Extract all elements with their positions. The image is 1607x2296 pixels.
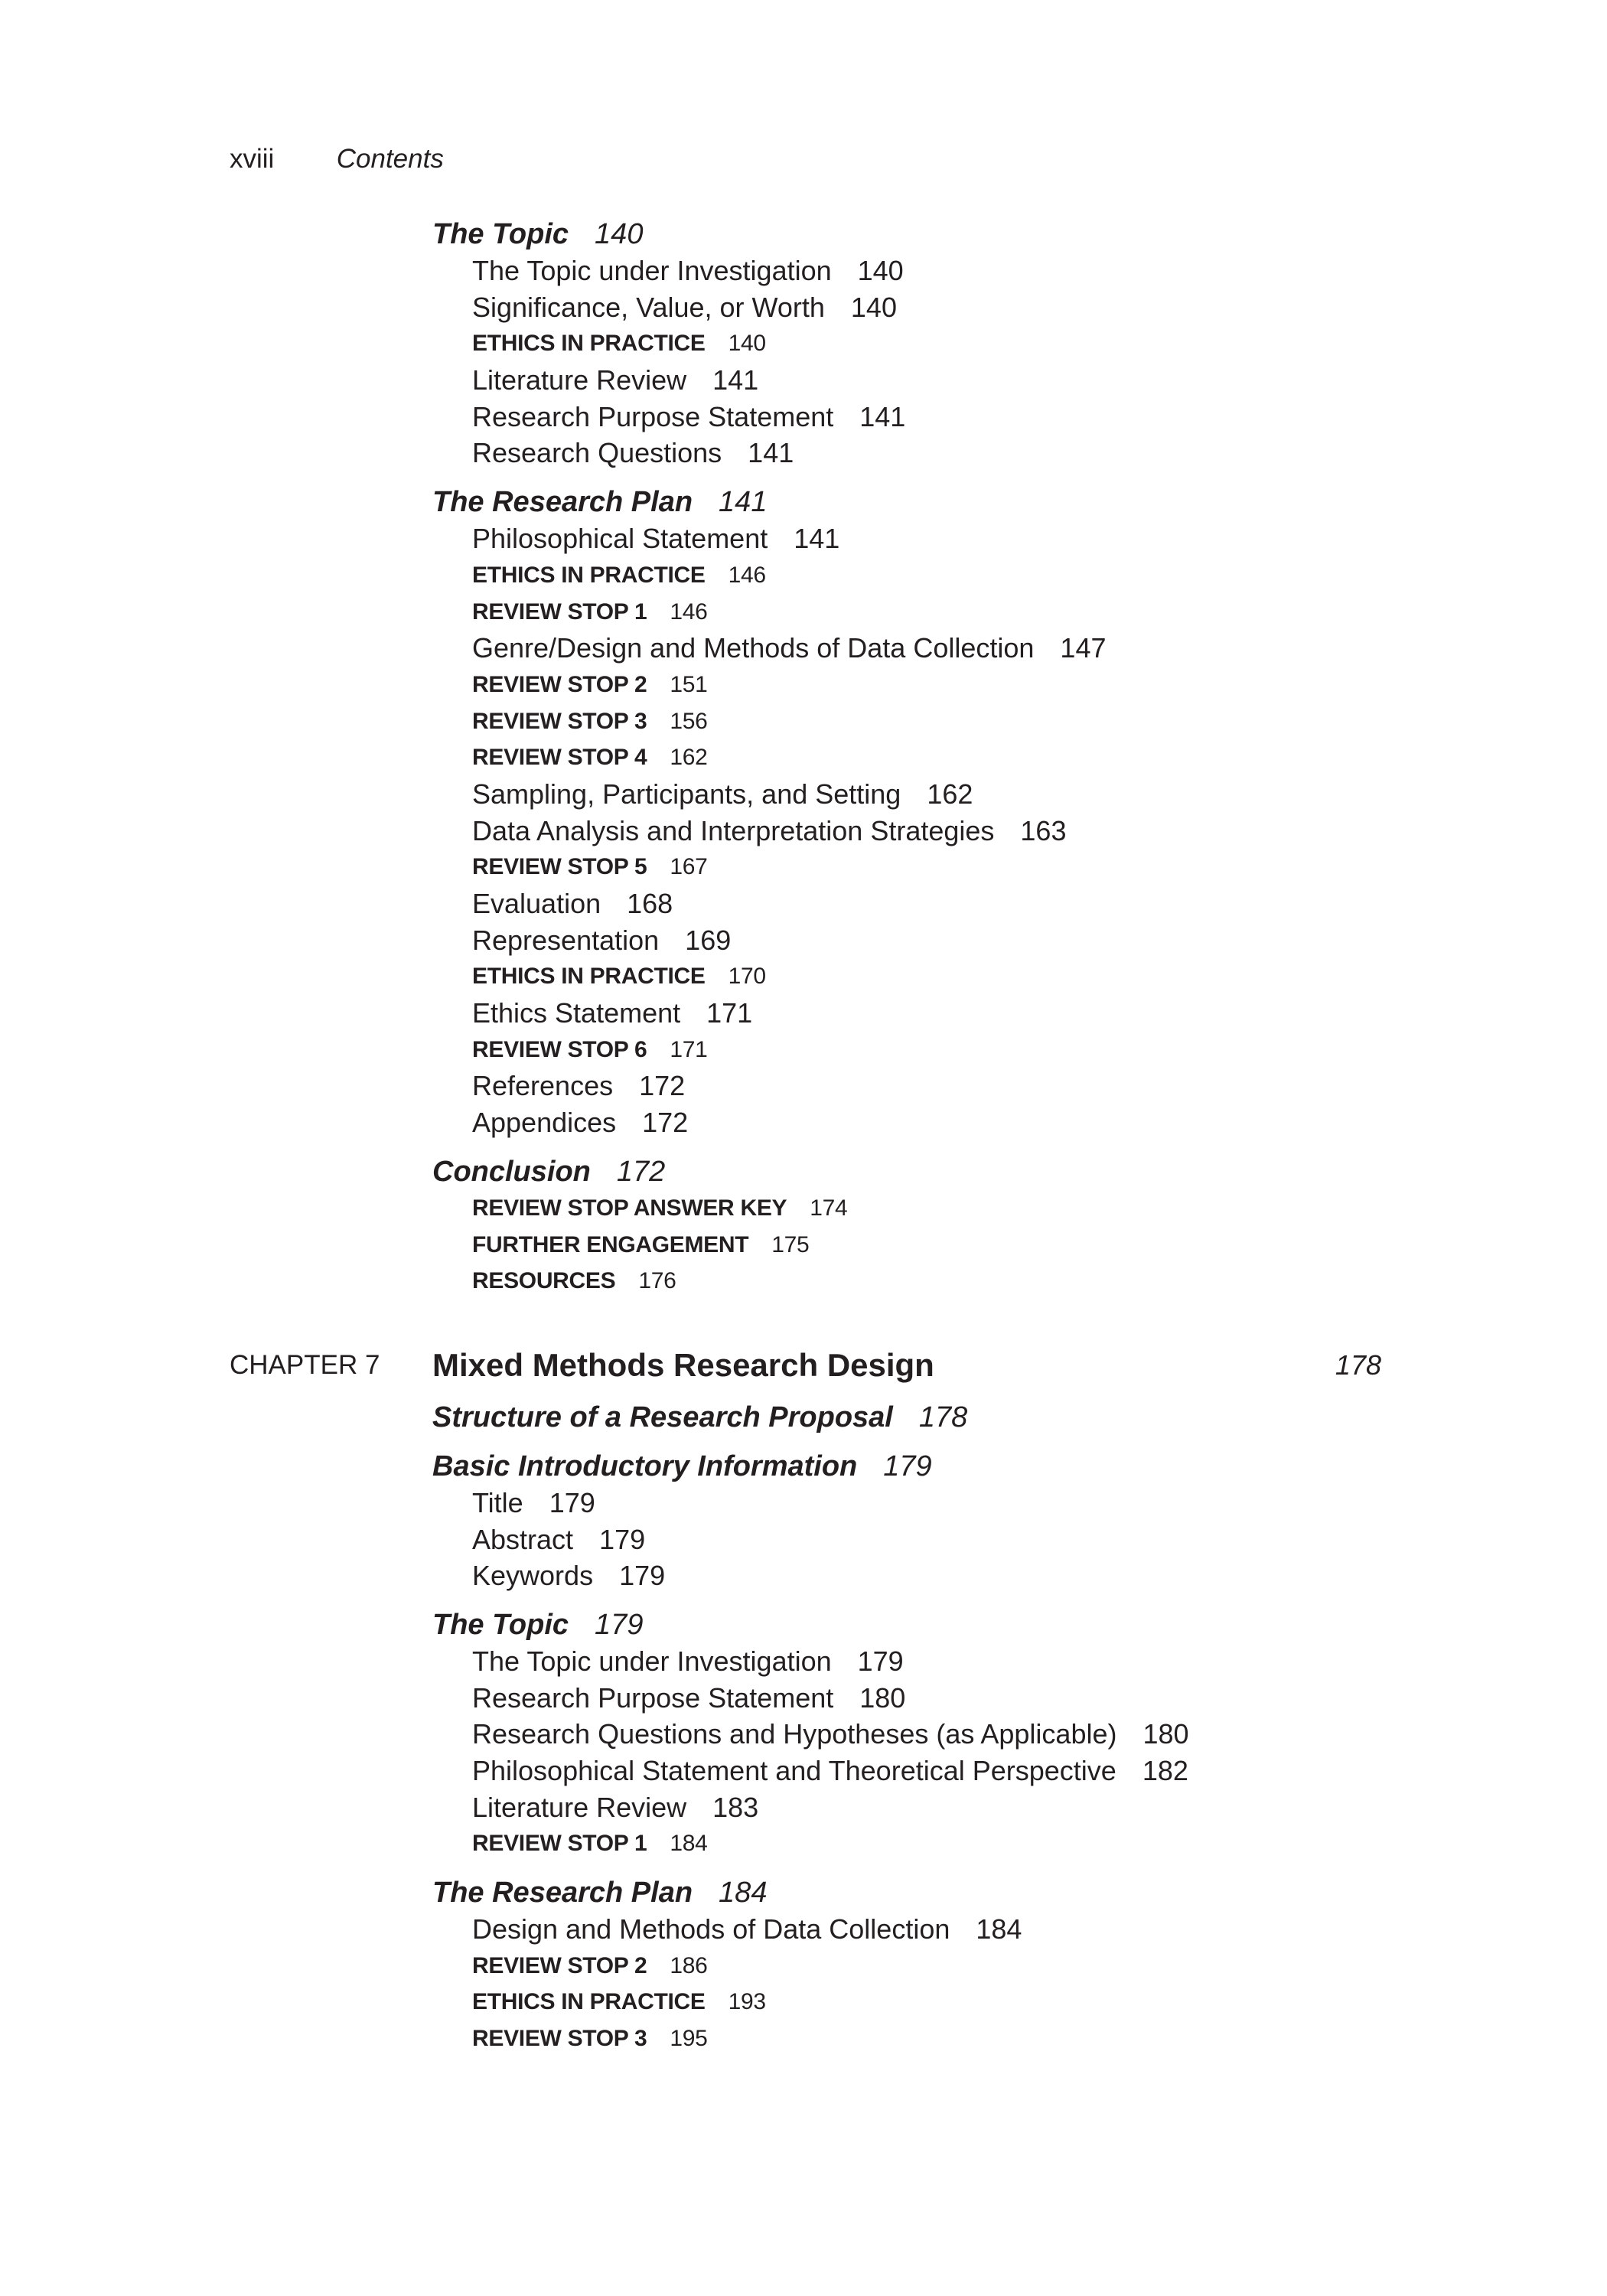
entry-title: ETHICS IN PRACTICE — [472, 331, 706, 357]
entry-page-number: 168 — [627, 888, 673, 919]
toc-entry[interactable] — [432, 362, 1381, 399]
entry-title: Evaluation — [472, 888, 601, 919]
entry-page-number: 179 — [595, 1608, 644, 1641]
entry-title: The Research Plan — [432, 1877, 693, 1910]
page-folio: xviii — [230, 144, 275, 174]
entry-page-number: 141 — [719, 486, 768, 519]
entry-title: Genre/Design and Methods of Data Collection — [472, 632, 1035, 664]
toc-feature-entry[interactable] — [432, 1263, 1381, 1300]
entry-title: Appendices — [472, 1107, 617, 1139]
entry-title: Literature Review — [472, 364, 687, 396]
chapter-title: Mixed Methods Research Design — [432, 1346, 934, 1383]
entry-page-number: 180 — [859, 1681, 906, 1714]
toc-entry[interactable] — [432, 1485, 1381, 1521]
entry-page-number: 184 — [976, 1913, 1022, 1945]
toc-entry[interactable] — [432, 1557, 1381, 1594]
entry-page-number: 147 — [1060, 632, 1107, 664]
toc-feature-entry[interactable] — [432, 325, 1381, 362]
entry-page-number: 141 — [794, 523, 840, 555]
toc-entry[interactable] — [432, 1068, 1381, 1104]
entry-page-number: 156 — [670, 708, 708, 734]
toc-feature-entry[interactable] — [432, 667, 1381, 703]
toc-entry[interactable] — [432, 435, 1381, 471]
toc-entry[interactable] — [432, 1643, 1381, 1680]
toc-entry[interactable] — [432, 1716, 1381, 1753]
toc-feature-entry[interactable] — [432, 1190, 1381, 1227]
entry-page-number: 178 — [918, 1401, 968, 1433]
entry-page-number: 146 — [670, 598, 708, 625]
entry-title: REVIEW STOP 1 — [472, 1831, 647, 1857]
toc-entry[interactable] — [432, 1680, 1381, 1717]
entry-page-number: 184 — [670, 1831, 708, 1857]
entry-page-number: 182 — [1142, 1755, 1188, 1786]
entry-title: Literature Review — [472, 1791, 687, 1823]
toc-section-heading[interactable] — [432, 1874, 1381, 1911]
entry-title: The Research Plan — [432, 486, 693, 519]
entry-page-number: 169 — [685, 924, 732, 956]
entry-page-number: 195 — [670, 2026, 708, 2052]
entry-title: REVIEW STOP 3 — [472, 2026, 647, 2052]
toc-entry[interactable] — [432, 1911, 1381, 1948]
entry-title: Structure of a Research Proposal — [432, 1401, 893, 1433]
toc-entry[interactable] — [432, 520, 1381, 557]
entry-page-number: 140 — [595, 218, 644, 250]
entry-page-number: 141 — [748, 437, 794, 469]
entry-page-number: 146 — [728, 562, 766, 588]
toc-feature-entry[interactable] — [432, 557, 1381, 594]
entry-page-number: 193 — [728, 1989, 766, 2015]
entry-page-number: 140 — [728, 331, 766, 357]
toc-entry[interactable] — [432, 399, 1381, 435]
toc-entry[interactable] — [432, 1521, 1381, 1558]
toc-feature-entry[interactable] — [432, 1948, 1381, 1985]
entry-title: References — [472, 1070, 614, 1102]
toc-feature-entry[interactable] — [432, 1984, 1381, 2020]
entry-page-number: 141 — [859, 400, 906, 432]
entry-page-number: 172 — [642, 1107, 689, 1139]
entry-page-number: 184 — [719, 1877, 768, 1910]
entry-title: Research Purpose Statement — [472, 400, 834, 432]
entry-title: The Topic — [432, 1608, 569, 1641]
entry-page-number: 162 — [927, 778, 973, 810]
entry-page-number: 183 — [712, 1791, 759, 1823]
toc-entry[interactable] — [432, 995, 1381, 1032]
entry-title: Research Purpose Statement — [472, 1681, 834, 1714]
toc-section-heading[interactable] — [432, 1606, 1381, 1643]
toc-feature-entry[interactable] — [432, 2020, 1381, 2057]
toc-section-heading[interactable] — [432, 484, 1381, 520]
entry-title: The Topic under Investigation — [472, 255, 832, 286]
entry-page-number: 171 — [670, 1036, 708, 1062]
entry-title: Data Analysis and Interpretation Strategies — [472, 814, 995, 846]
entry-page-number: 163 — [1020, 814, 1067, 846]
entry-title: REVIEW STOP 2 — [472, 671, 647, 697]
toc-feature-entry[interactable] — [432, 849, 1381, 885]
entry-page-number: 172 — [616, 1155, 666, 1188]
toc-section-heading[interactable] — [432, 1399, 1381, 1436]
entry-page-number: 179 — [619, 1560, 666, 1592]
toc-entry[interactable] — [432, 813, 1381, 850]
entry-title: REVIEW STOP 3 — [472, 708, 647, 734]
table-of-contents — [230, 216, 1381, 2057]
entry-title: REVIEW STOP 4 — [472, 745, 647, 771]
entry-page-number: 140 — [850, 291, 897, 323]
entry-page-number: 171 — [706, 997, 753, 1029]
entry-title: Sampling, Participants, and Setting — [472, 778, 901, 810]
entry-page-number: 140 — [857, 255, 904, 286]
running-head — [230, 144, 444, 174]
chapter-label: CHAPTER 7 — [230, 1349, 380, 1380]
toc-entry[interactable] — [432, 253, 1381, 289]
entry-title: Significance, Value, or Worth — [472, 291, 825, 323]
toc-feature-entry[interactable] — [432, 739, 1381, 776]
entry-title: Ethics Statement — [472, 997, 681, 1029]
toc-entry[interactable] — [432, 922, 1381, 959]
toc-chapter-heading[interactable] — [230, 1344, 1381, 1387]
entry-page-number: 172 — [639, 1070, 686, 1102]
toc-feature-entry[interactable] — [432, 958, 1381, 995]
toc-entry[interactable] — [432, 1753, 1381, 1789]
entry-page-number: 179 — [599, 1523, 646, 1555]
toc-entry[interactable] — [432, 1789, 1381, 1826]
entry-page-number: 174 — [810, 1195, 848, 1221]
entry-title: RESOURCES — [472, 1268, 616, 1294]
entry-page-number: 179 — [549, 1486, 595, 1518]
entry-title: Research Questions — [472, 437, 722, 469]
entry-title: Philosophical Statement — [472, 523, 768, 555]
entry-page-number: 170 — [728, 964, 766, 990]
toc-entry[interactable] — [432, 776, 1381, 813]
entry-page-number: 151 — [670, 671, 708, 697]
toc-section-heading[interactable] — [432, 1448, 1381, 1485]
entry-title: ETHICS IN PRACTICE — [472, 1989, 706, 2015]
entry-page-number: 176 — [638, 1268, 676, 1294]
entry-title: REVIEW STOP 5 — [472, 854, 647, 880]
entry-title: Design and Methods of Data Collection — [472, 1913, 950, 1945]
running-head-title: Contents — [336, 144, 444, 174]
chapter-page-number: 178 — [1335, 1349, 1381, 1381]
entry-title: Keywords — [472, 1560, 594, 1592]
entry-title: Basic Introductory Information — [432, 1450, 858, 1482]
entry-title: Philosophical Statement and Theoretical Perspective — [472, 1755, 1116, 1786]
entry-title: Title — [472, 1486, 523, 1518]
toc-entry[interactable] — [432, 630, 1381, 667]
toc-section-heading[interactable] — [432, 1153, 1381, 1190]
entry-page-number: 175 — [771, 1231, 810, 1257]
toc-section-heading[interactable] — [432, 216, 1381, 253]
entry-title: ETHICS IN PRACTICE — [472, 562, 706, 588]
entry-title: Representation — [472, 924, 660, 956]
entry-title: The Topic — [432, 218, 569, 250]
entry-page-number: 179 — [883, 1450, 932, 1482]
entry-page-number: 167 — [670, 854, 708, 880]
entry-page-number: 180 — [1143, 1718, 1189, 1750]
toc-entry[interactable] — [432, 289, 1381, 326]
entry-title: FURTHER ENGAGEMENT — [472, 1231, 749, 1257]
entry-page-number: 186 — [670, 1952, 708, 1978]
entry-title: Research Questions and Hypotheses (as Applicable) — [472, 1718, 1117, 1750]
entry-title: REVIEW STOP 2 — [472, 1952, 647, 1978]
toc-feature-entry[interactable] — [432, 1825, 1381, 1862]
entry-title: REVIEW STOP ANSWER KEY — [472, 1195, 787, 1221]
entry-title: Abstract — [472, 1523, 574, 1555]
toc-feature-entry[interactable] — [432, 594, 1381, 631]
entry-page-number: 141 — [712, 364, 759, 396]
entry-page-number: 162 — [670, 745, 708, 771]
toc-feature-entry[interactable] — [432, 703, 1381, 740]
toc-entry[interactable] — [432, 1104, 1381, 1141]
entry-title: ETHICS IN PRACTICE — [472, 964, 706, 990]
entry-title: REVIEW STOP 1 — [472, 598, 647, 625]
entry-page-number: 179 — [857, 1645, 904, 1677]
toc-entry[interactable] — [432, 885, 1381, 922]
entry-title: Conclusion — [432, 1155, 591, 1188]
entry-title: The Topic under Investigation — [472, 1645, 832, 1677]
toc-feature-entry[interactable] — [432, 1032, 1381, 1068]
entry-title: REVIEW STOP 6 — [472, 1036, 647, 1062]
toc-feature-entry[interactable] — [432, 1227, 1381, 1264]
